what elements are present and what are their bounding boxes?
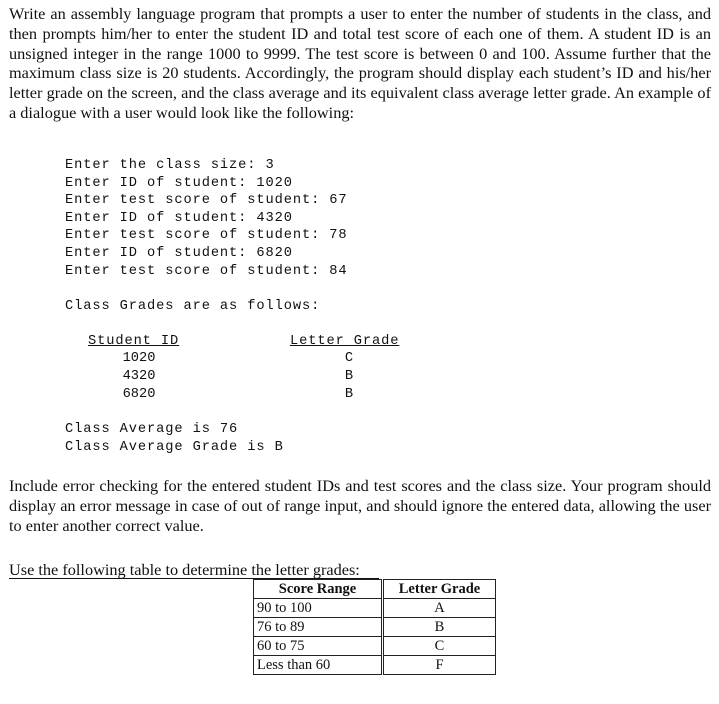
output-letter-grade: B <box>344 387 354 402</box>
letter-grade-cell: F <box>384 656 496 675</box>
dialogue-line: Enter test score of student: 84 <box>65 264 348 279</box>
score-range-cell: 76 to 89 <box>254 618 382 637</box>
dialogue-line: Enter the class size: 3 <box>65 158 275 173</box>
letter-grade-cell: A <box>384 599 496 618</box>
score-range-table <box>253 579 382 675</box>
letter-grade-cell: C <box>384 637 496 656</box>
output-letter-grade: B <box>344 369 354 384</box>
letter-grade-table-header: Letter Grade <box>384 580 496 599</box>
error-checking-paragraph: Include error checking for the entered student IDs and test scores and the class size. Your program should display an error message in case of out of range input, and should ignore the entered data, allowing the user to enter another correct value. <box>9 476 711 535</box>
intro-paragraph: Write an assembly language program that prompts a user to enter the number of students in the class, and then prompts him/her to enter the student ID and total test score of each one of them. A student ID is an unsigned integer in the range 1000 to 9999. The test score is between 0 and 100. Assume further that the maximum class size is 20 students. Accordingly, the program should display each student’s ID and his/her letter grade on the screen, and the class average and its equivalent class average letter grade. An example of a dialogue with a user would look like the following: <box>9 4 711 122</box>
score-range-cell: Less than 60 <box>254 656 382 675</box>
output-student-id: 4320 <box>122 369 156 384</box>
letter-grade-cell: B <box>384 618 496 637</box>
student-id-header: Student ID <box>88 334 180 349</box>
class-average: Class Average is 76 <box>65 422 239 437</box>
letter-grade-header: Letter Grade <box>290 334 400 349</box>
grades-heading: Class Grades are as follows: <box>65 299 321 314</box>
output-student-id: 1020 <box>122 351 156 366</box>
class-average-grade: Class Average Grade is B <box>65 440 284 455</box>
score-range-cell: 60 to 75 <box>254 637 382 656</box>
score-range-cell: 90 to 100 <box>254 599 382 618</box>
dialogue-line: Enter ID of student: 4320 <box>65 211 293 226</box>
dialogue-line: Enter ID of student: 6820 <box>65 246 293 261</box>
dialogue-line: Enter ID of student: 1020 <box>65 176 293 191</box>
table-intro: Use the following table to determine the letter grades: <box>9 560 360 579</box>
dialogue-line: Enter test score of student: 67 <box>65 193 348 208</box>
output-student-id: 6820 <box>122 387 156 402</box>
output-letter-grade: C <box>344 351 354 366</box>
letter-grade-table <box>383 579 496 675</box>
score-range-header: Score Range <box>254 580 382 599</box>
dialogue-line: Enter test score of student: 78 <box>65 228 348 243</box>
